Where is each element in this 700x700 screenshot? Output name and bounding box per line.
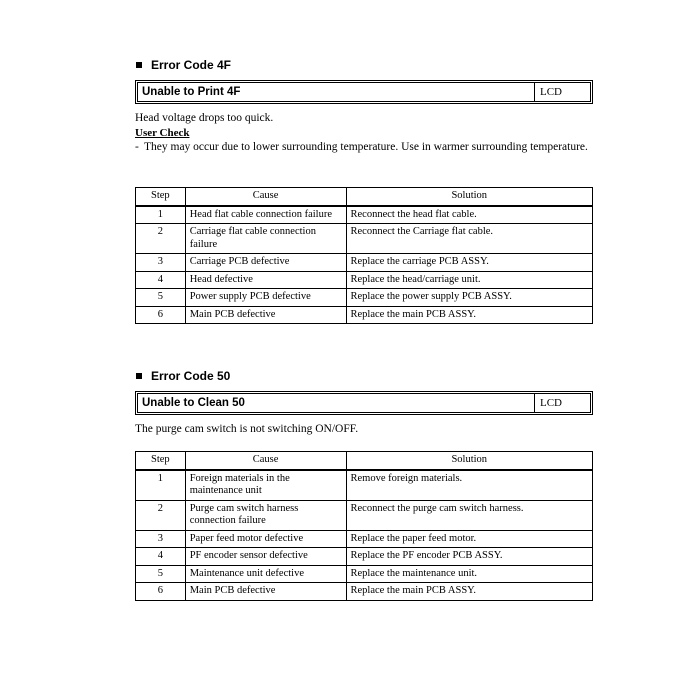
error-section-50 [135,369,593,436]
error-display-tag: LCD [540,397,562,409]
solution-cell: Replace the main PCB ASSY. [346,306,593,324]
table-header-row [136,452,593,470]
step-cell: 4 [136,271,186,289]
cause-cell: Carriage PCB defective [185,254,346,272]
solution-cell: Replace the main PCB ASSY. [346,583,593,601]
error-title: Unable to Clean 50 [138,394,535,412]
header-step: Step [136,188,186,206]
cause-cell: Purge cam switch harness connection failure [185,500,346,530]
step-cell: 5 [136,289,186,307]
table-row [136,306,593,324]
error-title-box [135,80,593,104]
cause-cell: Head flat cable connection failure [185,206,346,224]
cause-cell: Carriage flat cable connection failure [185,224,346,254]
solution-cell: Remove foreign materials. [346,470,593,501]
step-cell: 3 [136,254,186,272]
step-cell: 1 [136,206,186,224]
header-solution: Solution [346,452,593,470]
header-step: Step [136,452,186,470]
cause-cell: PF encoder sensor defective [185,548,346,566]
cause-cell: Main PCB defective [185,583,346,601]
section-heading-text: Error Code 4F [151,58,232,72]
cause-cell: Maintenance unit defective [185,565,346,583]
error-description: Head voltage drops too quick. [135,112,274,124]
square-bullet-icon [136,373,142,379]
solution-cell: Reconnect the purge cam switch harness. [346,500,593,530]
user-check-text: They may occur due to lower surrounding temperature. Use in warmer surrounding temperature. [144,141,588,153]
table-row [136,289,593,307]
table-row [136,206,593,224]
table-row [136,565,593,583]
solution-cell: Replace the head/carriage unit. [346,271,593,289]
troubleshooting-table-4f [135,187,593,324]
cause-cell: Power supply PCB defective [185,289,346,307]
square-bullet-icon [136,62,142,68]
table-row [136,254,593,272]
solution-cell: Replace the maintenance unit. [346,565,593,583]
error-display-tag: LCD [540,86,562,98]
cause-cell: Head defective [185,271,346,289]
error-title-box [135,391,593,415]
header-cause: Cause [185,452,346,470]
section-heading [135,369,593,383]
cause-cell: Paper feed motor defective [185,530,346,548]
solution-cell: Replace the paper feed motor. [346,530,593,548]
error-section-4f [135,58,593,154]
step-cell: 3 [136,530,186,548]
error-description: The purge cam switch is not switching ON/OFF. [135,423,359,435]
step-cell: 1 [136,470,186,501]
cause-cell: Main PCB defective [185,306,346,324]
step-cell: 2 [136,224,186,254]
step-cell: 6 [136,583,186,601]
table-row [136,500,593,530]
step-cell: 4 [136,548,186,566]
section-heading-text: Error Code 50 [151,369,231,383]
header-cause: Cause [185,188,346,206]
step-cell: 6 [136,306,186,324]
table-header-row [136,188,593,206]
solution-cell: Replace the PF encoder PCB ASSY. [346,548,593,566]
header-solution: Solution [346,188,593,206]
table-row [136,530,593,548]
solution-cell: Reconnect the head flat cable. [346,206,593,224]
troubleshooting-table-50 [135,451,593,601]
section-heading [135,58,593,72]
user-check-note [135,140,593,154]
table-row [136,583,593,601]
error-title: Unable to Print 4F [138,83,535,101]
table-row [136,224,593,254]
cause-cell: Foreign materials in the maintenance unit [185,470,346,501]
note-dash: - [135,141,139,153]
solution-cell: Reconnect the Carriage flat cable. [346,224,593,254]
step-cell: 5 [136,565,186,583]
table-row [136,470,593,501]
solution-cell: Replace the power supply PCB ASSY. [346,289,593,307]
step-cell: 2 [136,500,186,530]
solution-cell: Replace the carriage PCB ASSY. [346,254,593,272]
user-check-label: User Check [135,127,190,139]
table-row [136,271,593,289]
table-row [136,548,593,566]
